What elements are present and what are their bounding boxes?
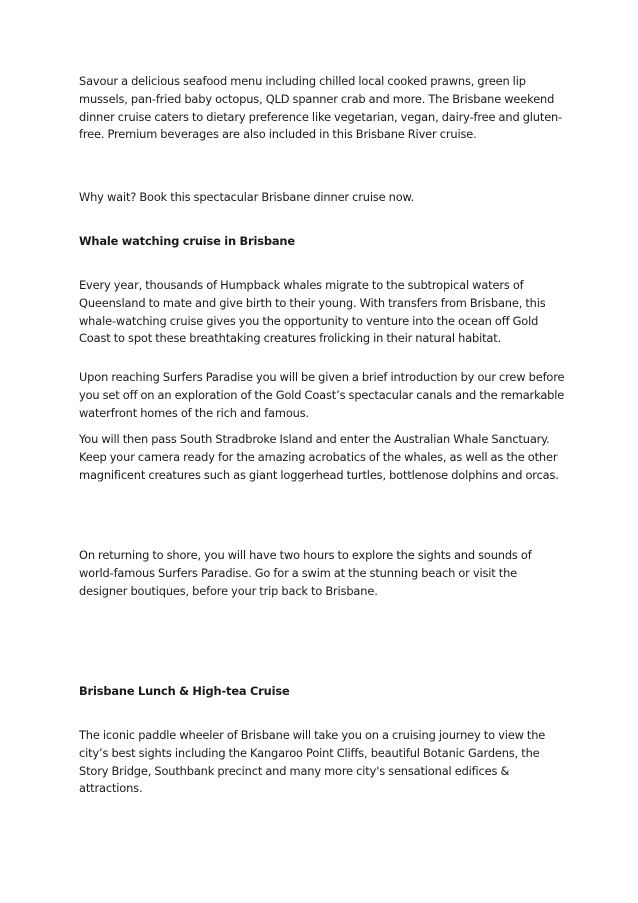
paragraph-seafood-menu: Savour a delicious seafood menu including chilled local cooked prawns, green lip mussels, pan-fried baby octopus, QLD spanner crab and more. The Brisbane weekend dinner cruise caters to dietary preference like vegetarian, vegan, dairy-free and gluten-free. Premium beverages are also included in this Brisbane River cruise.: [79, 74, 563, 142]
paragraph-returning-to-shore: On returning to shore, you will have two hours to explore the sights and sounds of world-famous Surfers Paradise. Go for a swim at the stunning beach or visit the designer boutiques, before your trip back to Brisbane.: [79, 548, 532, 598]
heading-whale-watching: Whale watching cruise in Brisbane: [79, 234, 295, 248]
heading-lunch-high-tea: Brisbane Lunch & High-tea Cruise: [79, 684, 290, 698]
paragraph-surfers-paradise: Upon reaching Surfers Paradise you will be given a brief introduction by our crew before you set off on an exploration of the Gold Coast’s spectacular canals and the remarkable waterfront homes of the rich and famous.: [79, 370, 565, 420]
paragraph-book-now: Why wait? Book this spectacular Brisbane dinner cruise now.: [79, 190, 415, 204]
paragraph-whale-sanctuary: You will then pass South Stradbroke Island and enter the Australian Whale Sanctuary. Keep your camera ready for the amazing acrobatics of the whales, as well as the other magnificent creatures such as giant loggerhead turtles, bottlenose dolphins and orcas.: [79, 432, 559, 482]
paragraph-paddle-wheeler: The iconic paddle wheeler of Brisbane will take you on a cruising journey to view the city’s best sights including the Kangaroo Point Cliffs, beautiful Botanic Gardens, the Story Bridge, Southbank precinct and many more city's sensational edifices & attractions.: [79, 728, 546, 796]
paragraph-humpback-whales: Every year, thousands of Humpback whales migrate to the subtropical waters of Queensland to mate and give birth to their young. With transfers from Brisbane, this whale-watching cruise gives you the opportunity to venture into the ocean off Gold Coast to spot these breathtaking creatures frolicking in their natural habitat.: [79, 278, 546, 346]
